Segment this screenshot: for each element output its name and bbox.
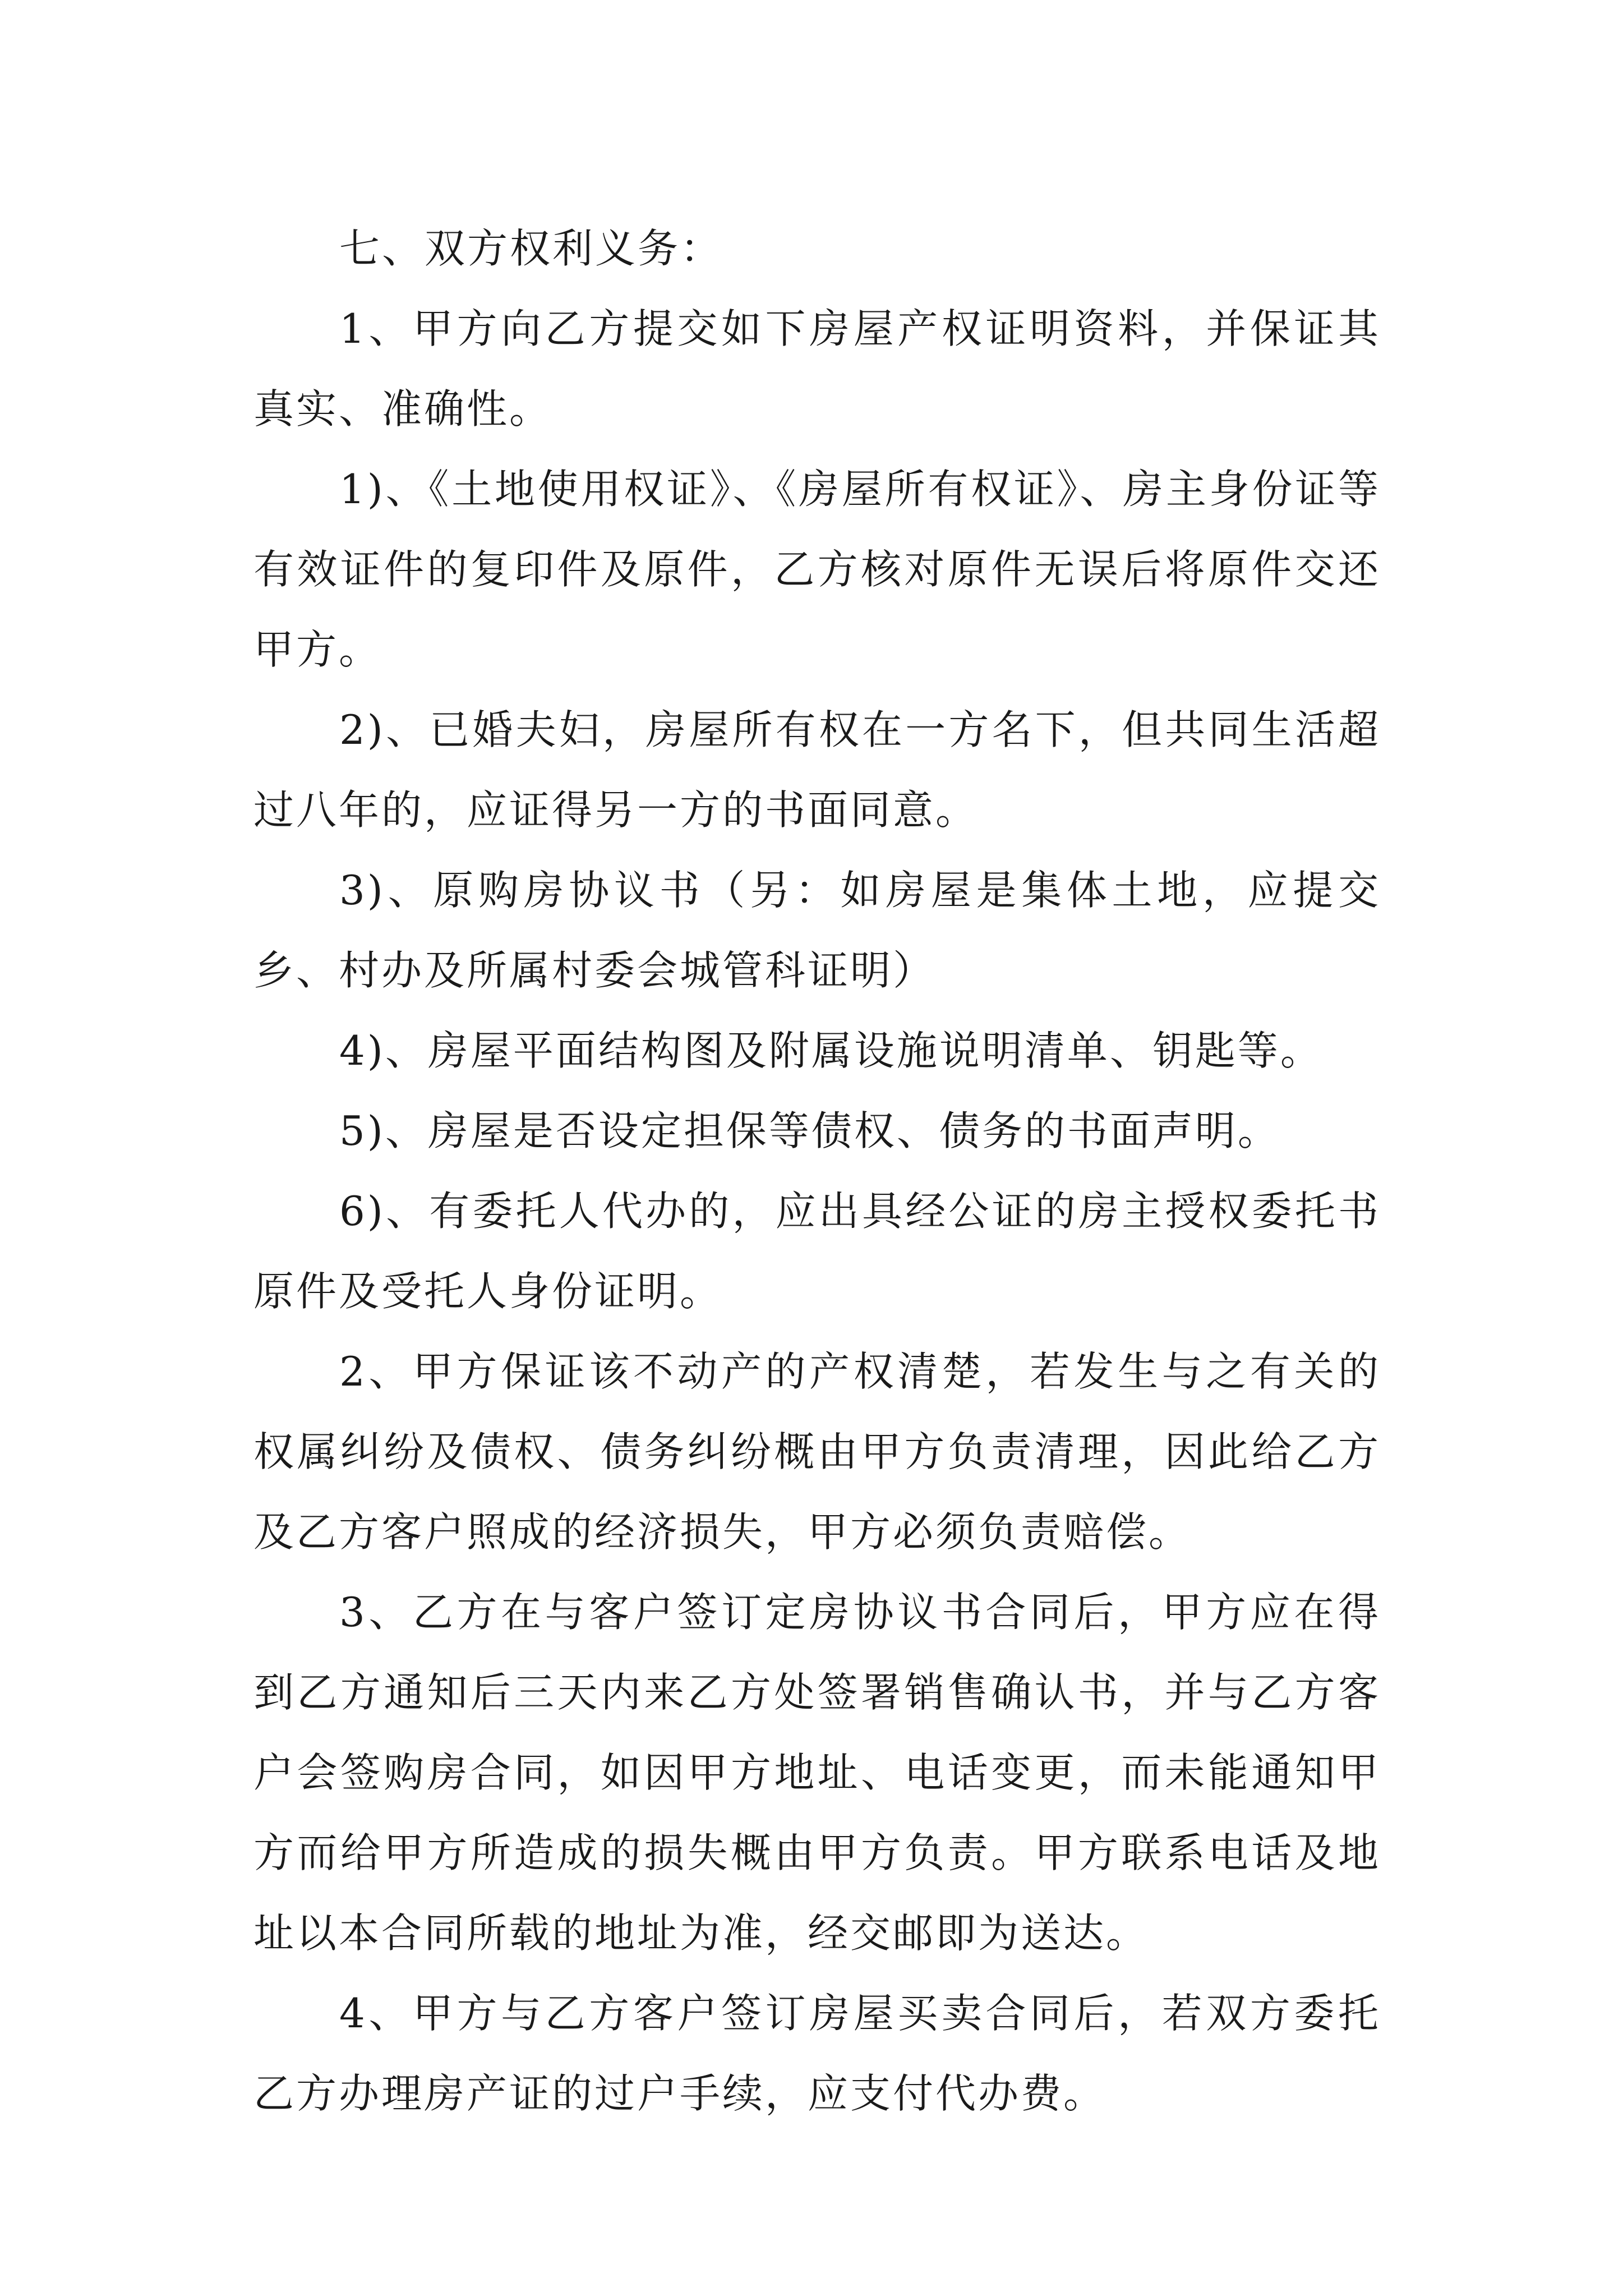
clause-1-item-1: 1)、《土地使用权证》、《房屋所有权证》、房主身份证等有效证件的复印件及原件，乙方核对原件无误后将原件交还甲方。: [253, 466, 1381, 673]
clause-1-item-5: 5)、房屋是否设定担保等债权、债务的书面声明。: [339, 1107, 1280, 1154]
clause-1-item-6: 6)、有委托人代办的，应出具经公证的房主授权委托书原件及受托人身份证明。: [253, 1188, 1381, 1315]
clause-2: 2、甲方保证该不动产的产权清楚，若发生与之有关的权属纠纷及债权、债务纠纷概由甲方负责清理，因此给乙方及乙方客户照成的经济损失，甲方必须负责赔偿。: [253, 1348, 1381, 1556]
clause-3: 3、乙方在与客户签订定房协议书合同后，甲方应在得到乙方通知后三天内来乙方处签署销售确认书，并与乙方客户会签购房合同，如因甲方地址、电话变更，而未能通知甲方而给甲方所造成的损失概由甲方负责。甲方联系电话及地址以本合同所载的地址为准，经交邮即为送达。: [253, 1589, 1381, 1957]
clause-4: 4、甲方与乙方客户签订房屋买卖合同后，若双方委托乙方办理房产证的过户手续，应支付代办费。: [253, 1990, 1381, 2117]
clause-1: 1、甲方向乙方提交如下房屋产权证明资料，并保证其真实、准确性。: [253, 305, 1381, 432]
clause-1-item-4: 4)、房屋平面结构图及附属设施说明清单、钥匙等。: [339, 1027, 1323, 1074]
document-body: [253, 209, 1381, 2134]
section-heading: 七、双方权利义务：: [339, 225, 723, 272]
clause-1-item-3: 3)、原购房协议书（另：如房屋是集体土地，应提交乡、村办及所属村委会城管科证明）: [253, 867, 1381, 994]
clause-1-item-2: 2)、已婚夫妇，房屋所有权在一方名下，但共同生活超过八年的，应证得另一方的书面同意。: [253, 706, 1381, 834]
